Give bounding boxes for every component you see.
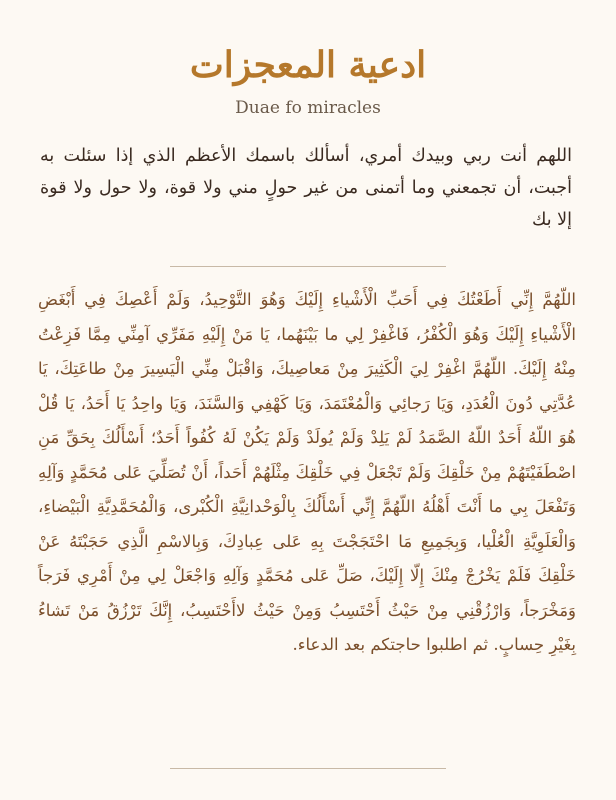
top-divider	[170, 266, 446, 267]
intro-paragraph: اللهم أنت ربي وبيدك أمري، أسألك باسمك الأعظم الذي إذا سئلت به أجبت، أن تجمعني وما أتمنى من غير حولٍ مني ولا قوة، ولا حول ولا قوة إلا بك	[40, 146, 572, 230]
main-paragraph: اللّهُمَّ إِنِّي أَطَعْتُكَ فِي أَحَبِّ الْأَشْياءِ إِلَيْكَ وَهُوَ التَّوْحِيدُ، وَلَمْ أَعْصِكَ فِي أَبْغَضِ الْأَشْياءِ إِلَيْكَ وَهُوَ الْكُفْرُ، فَاغْفِرْ لِي ما بَيْنَهُما، يَا مَنْ إِلَيْهِ مَفَرِّي آمِنِّي مِمَّا فَزِعْتُ مِنْهُ إِلَيْكَ. اللّهُمَّ اغْفِرْ لِيَ الْكَثِيرَ مِنْ مَعاصِيكَ، وَاقْبَلْ مِنِّي الْيَسِيرَ مِنْ طاعَتِكَ، يَا عُدَّتِي دُونَ الْعُدَدِ، وَيَا رَجائِي وَالْمُعْتَمَدَ، وَيَا كَهْفِي وَالسَّنَدَ، وَيَا واحِدُ يَا أَحَدُ، يَا قُلْ هُوَ اللّهُ أَحَدٌ اللّهُ الصَّمَدُ لَمْ يَلِدْ وَلَمْ يُولَدْ وَلَمْ يَكُنْ لَهُ كُفُواً أَحَدٌ؛ أَسْأَلُكَ بِحَقِّ مَنِ اصْطَفَيْتَهُمْ مِنْ خَلْقِكَ وَلَمْ تَجْعَلْ فِي خَلْقِكَ مِثْلَهُمْ أَحَداً، أَنْ تُصَلِّيَ عَلى مُحَمَّدٍ وَآلِهِ وَتَفْعَلَ بِي ما أَنْتَ أَهْلُهُ اللّهُمَّ إِنِّي أَسْأَلُكَ بِالْوَحْدانِيَّةِ الْكُبْرى، وَالْمُحَمَّدِيَّةِ الْبَيْضاءِ، وَالْعَلَوِيَّةِ الْعُلْيا، وَبِجَمِيعِ مَا احْتَجَجْتَ بِهِ عَلى عِبادِكَ، وَبِالاسْمِ الَّذِي حَجَبْتَهُ عَنْ خَلْقِكَ فَلَمْ يَخْرُجْ مِنْكَ إِلّا إِلَيْكَ، صَلِّ عَلى مُحَمَّدٍ وَآلِهِ وَاجْعَلْ لِي مِنْ أَمْرِي فَرَجاً وَمَخْرَجاً، وَارْزُقْنِي مِنْ حَيْثُ أَحْتَسِبُ وَمِنْ حَيْثُ لاأَحْتَسِبُ، إِنَّكَ تَرْزُقُ مَنْ تَشاءُ بِغَيْرِ حِسابٍ. ثم اطلبوا حاجتكم بعد الدعاء.	[38, 290, 576, 654]
bottom-divider	[170, 768, 446, 769]
page-title: ادعية المعجزات	[189, 44, 427, 86]
page-subtitle: Duae fo miracles	[235, 98, 381, 118]
main-supplication	[38, 283, 576, 663]
